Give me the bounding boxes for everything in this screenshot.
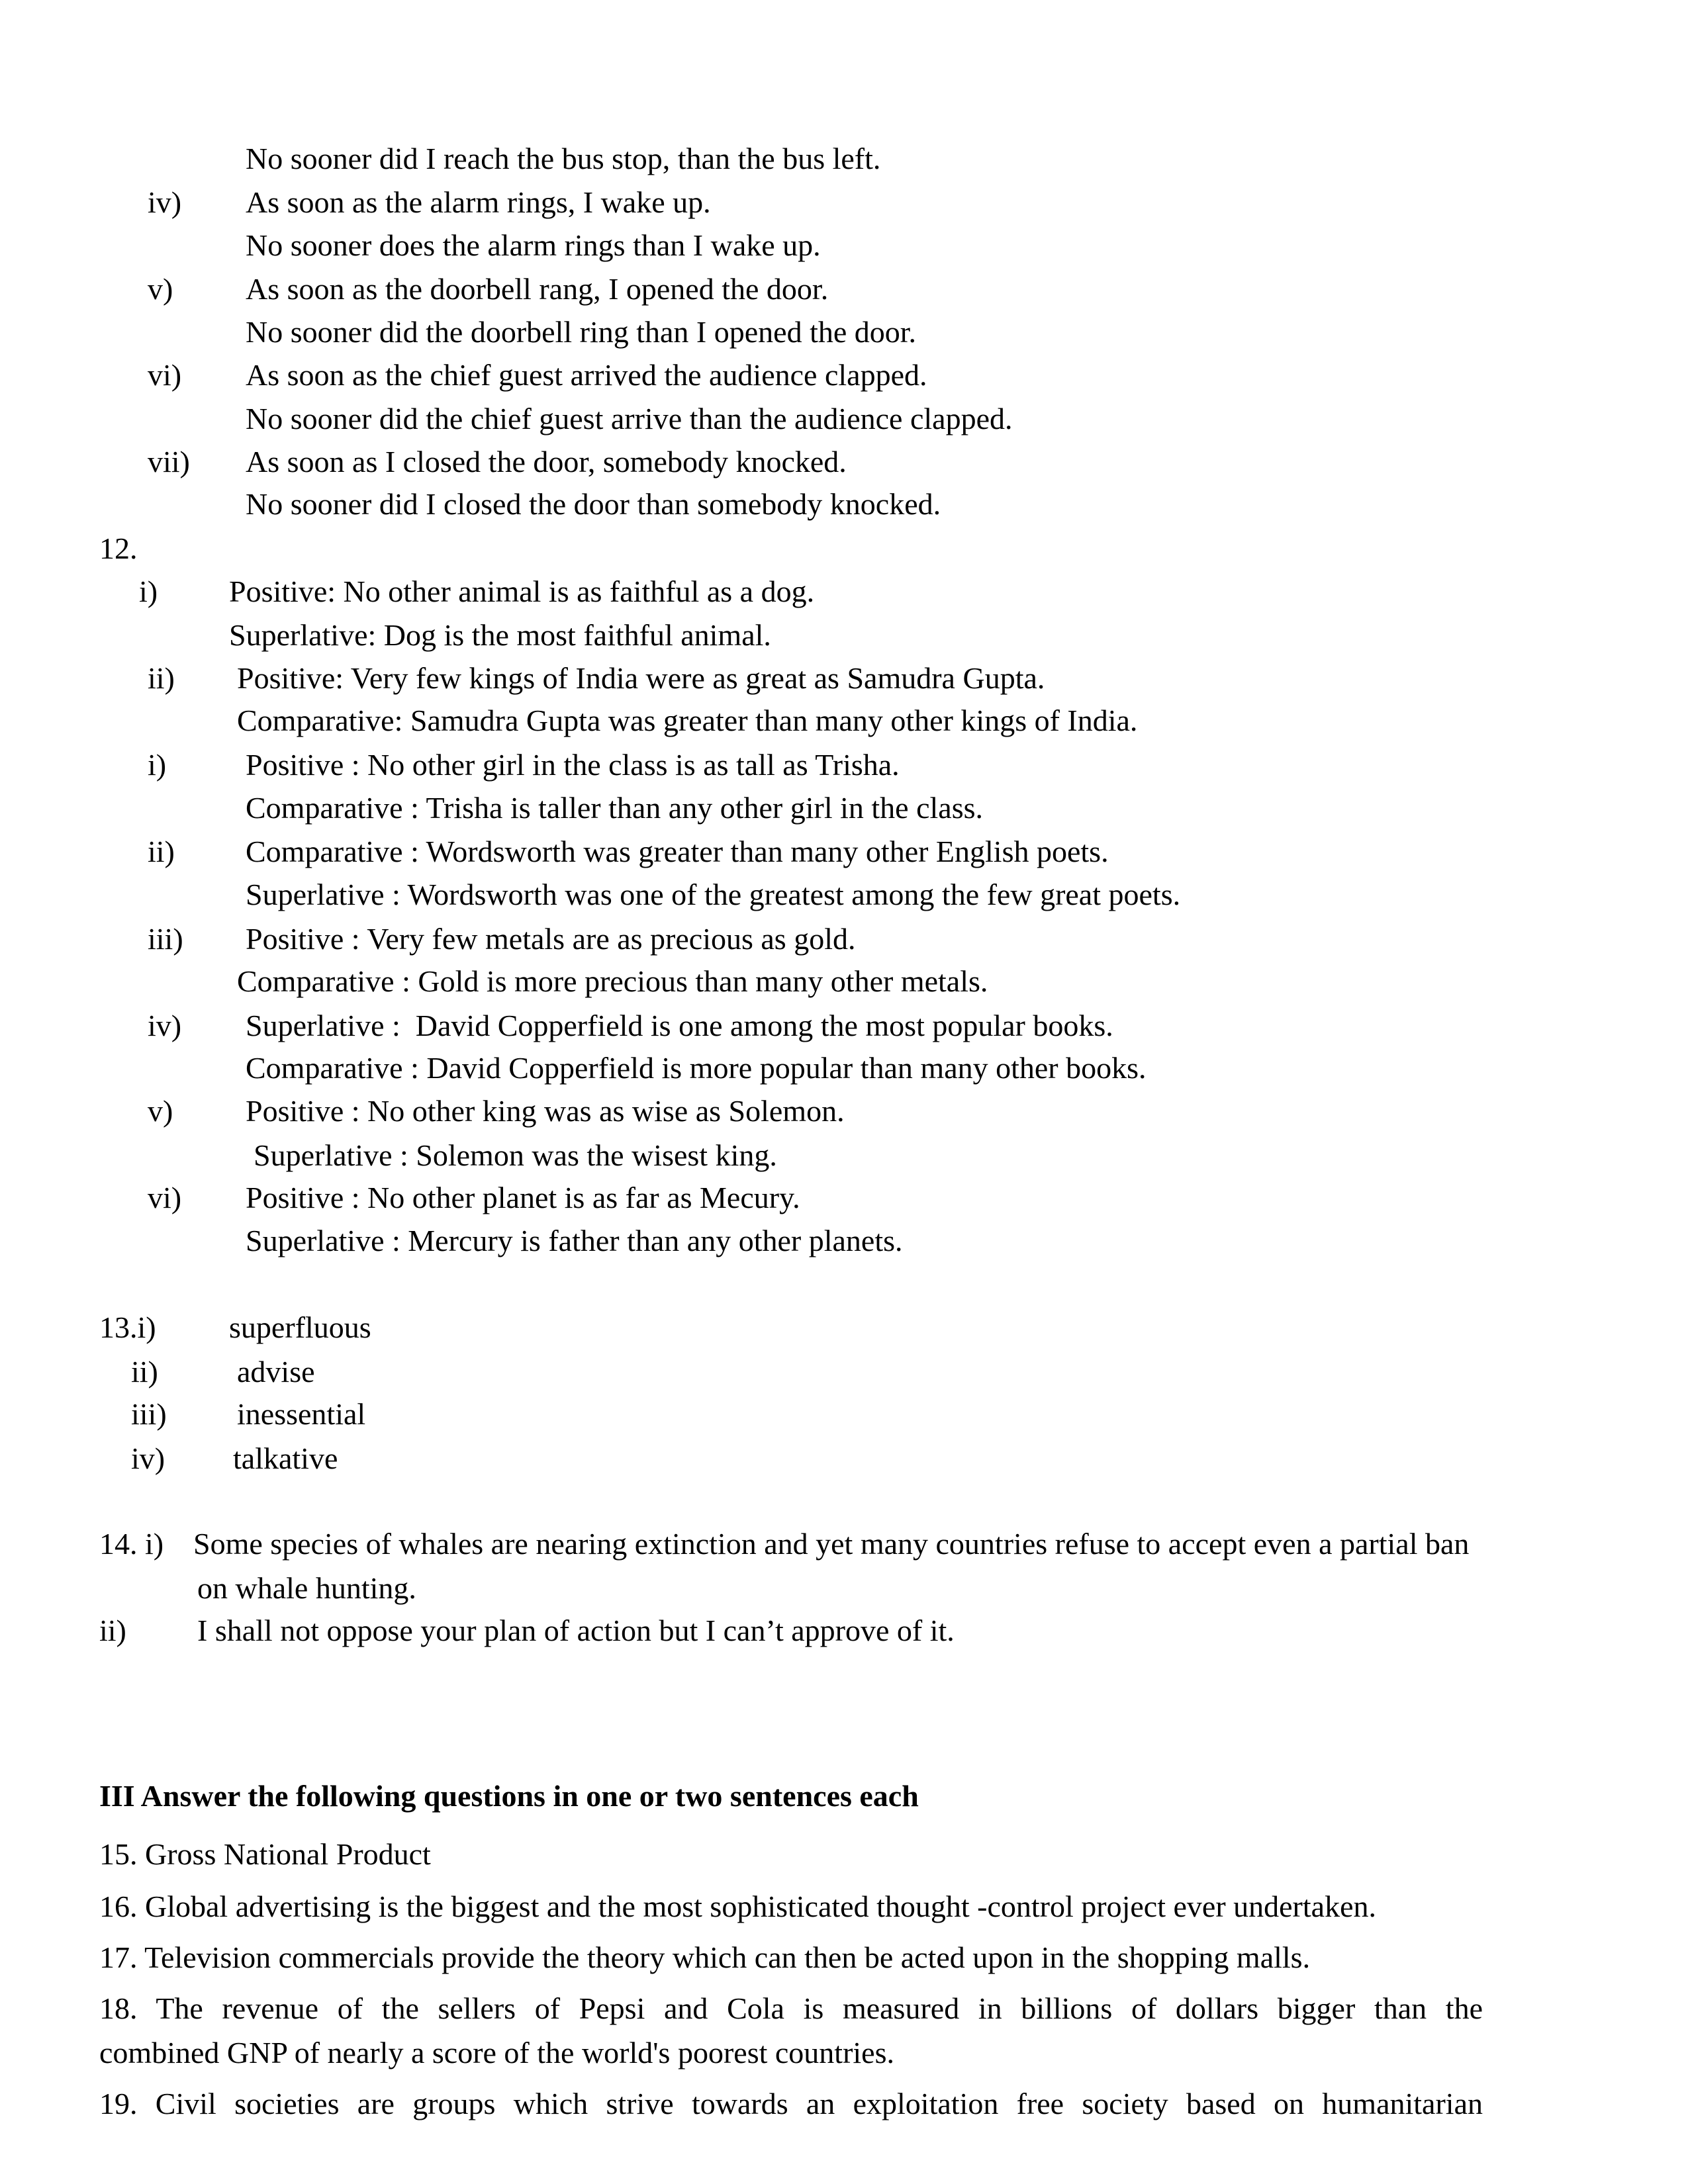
q12-answer-b: Superlative : Mercury is father than any other planets. [246,1224,903,1257]
q14-i-label: 14. i) [99,1527,164,1561]
q13-answer: advise [237,1355,315,1388]
answer-18-line2: combined GNP of nearly a score of the world's poorest countries. [99,2036,894,2070]
q11-answer-b: No sooner did the doorbell ring than I opened the door. [246,315,917,349]
answer-18-line1: 18. The revenue of the sellers of Pepsi and Cola is measured in billions of dollars bigger than the [99,1991,1483,2025]
answer-17: 17. Television commercials provide the theory which can then be acted upon in the shopping malls. [99,1940,1311,1974]
answer-19-line1: 19. Civil societies are groups which strive towards an exploitation free society based on humanitarian [99,2087,1483,2120]
q11-label: iv) [148,185,182,219]
q13-answer: inessential [237,1397,366,1431]
q12-answer-a: Positive : Very few metals are as precious as gold. [246,922,856,956]
q11-answer-b: No sooner did the chief guest arrive than the audience clapped. [246,402,1013,435]
q11-iii-answer-b: No sooner did I reach the bus stop, than the bus left. [246,142,881,175]
answer-15: 15. Gross National Product [99,1837,431,1871]
q12-answer-b: Superlative : Solemon was the wisest king. [254,1138,777,1172]
q11-answer-a: As soon as the doorbell rang, I opened the door. [246,272,829,306]
q14-ii-label: ii) [99,1614,126,1647]
q13-label: ii) [131,1355,158,1388]
q12-answer-b: Comparative : Gold is more precious than many other metals. [237,964,988,998]
q12-label: iv) [148,1009,182,1042]
q12-answer-a: Positive : No other planet is as far as Mecury. [246,1181,800,1214]
q12-answer-a: Positive : No other girl in the class is as tall as Trisha. [246,748,900,782]
q12-label: vi) [148,1181,182,1214]
q12-answer-b: Comparative : David Copperfield is more popular than many other books. [246,1051,1147,1085]
q12-answer-a: Positive: No other animal is as faithful as a dog. [229,574,815,608]
q11-label: v) [148,272,173,306]
q12-answer-b: Comparative: Samudra Gupta was greater than many other kings of India. [237,704,1138,737]
q12-answer-b: Comparative : Trisha is taller than any other girl in the class. [246,791,984,825]
q13-answer: talkative [233,1441,338,1475]
q12-answer-b: Superlative : Wordsworth was one of the greatest among the few great poets. [246,878,1181,911]
q11-answer-b: No sooner did I closed the door than somebody knocked. [246,487,941,521]
q11-answer-a: As soon as the chief guest arrived the audience clapped. [246,358,927,392]
q14-ii-text: I shall not oppose your plan of action but I can’t approve of it. [197,1614,955,1647]
q12-label: v) [148,1094,173,1128]
q11-label: vii) [148,445,190,478]
q14-i-line1: Some species of whales are nearing extinction and yet many countries refuse to accept even a partial ban [193,1527,1470,1561]
q13-label: iii) [131,1397,167,1431]
q12-label: i) [148,748,167,782]
q11-answer-b: No sooner does the alarm rings than I wake up. [246,228,821,262]
q12-label: ii) [148,661,175,695]
q13-label: iv) [131,1441,165,1475]
q12-answer-a: Comparative : Wordsworth was greater than many other English poets. [246,835,1109,868]
q12-label: iii) [148,922,183,956]
q12-label: ii) [148,835,175,868]
section-heading: III Answer the following questions in one or two sentences each [99,1779,919,1813]
q12-answer-a: Positive : No other king was as wise as Solemon. [246,1094,845,1128]
answer-16: 16. Global advertising is the biggest and the most sophisticated thought -control project ever undertaken. [99,1889,1376,1923]
q12-answer-a: Superlative : David Copperfield is one among the most popular books. [246,1009,1113,1042]
q11-answer-a: As soon as I closed the door, somebody knocked. [246,445,847,478]
q12-number: 12. [99,531,138,565]
q13-answer: superfluous [229,1310,371,1344]
q12-label: i) [139,574,158,608]
q14-i-line2: on whale hunting. [197,1571,416,1605]
q12-answer-a: Positive: Very few kings of India were as great as Samudra Gupta. [237,661,1045,695]
q11-label: vi) [148,358,182,392]
q11-answer-a: As soon as the alarm rings, I wake up. [246,185,711,219]
q12-answer-b: Superlative: Dog is the most faithful animal. [229,618,771,652]
q13-label: 13.i) [99,1310,156,1344]
